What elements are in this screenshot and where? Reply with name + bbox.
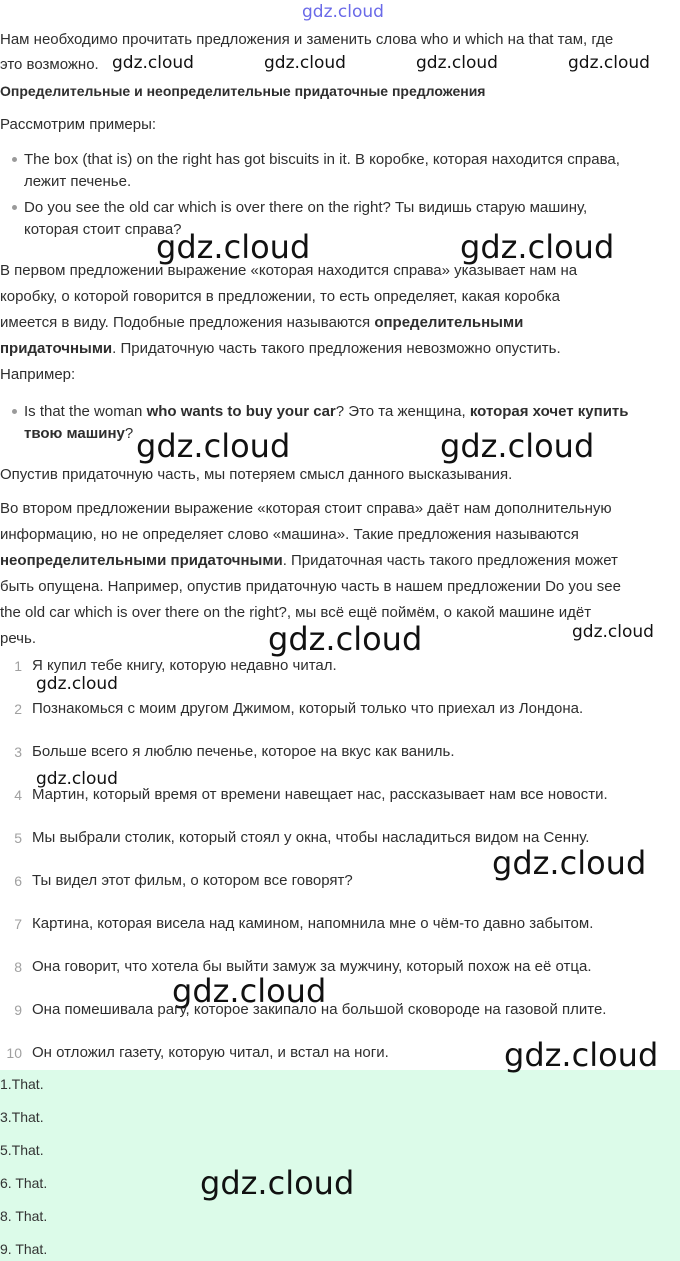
answer-line: 8. That. — [0, 1208, 48, 1224]
para1-line: придаточными. Придаточную часть такого предложения невозможно опустить. — [0, 340, 561, 357]
watermark: gdz.cloud — [572, 622, 654, 642]
watermark: gdz.cloud — [172, 972, 327, 1010]
intro-line-2: это возможно. — [0, 56, 99, 73]
list-item: Познакомься с моим другом Джимом, который только что приехал из Лондона. — [32, 700, 584, 717]
para1-line: В первом предложении выражение «которая находится справа» указывает нам на — [0, 262, 578, 279]
watermark: gdz.cloud — [136, 427, 291, 465]
item-number: 1 — [14, 658, 22, 674]
section-heading: Определительные и неопределительные придаточные предложения — [0, 83, 486, 99]
para2-line: the old car which is over there on the right?, мы всё ещё поймём, о какой машине идёт — [0, 604, 592, 621]
para1-line: коробку, о которой говорится в предложении, то есть определяет, какая коробка — [0, 288, 560, 305]
watermark: gdz.cloud — [416, 53, 498, 73]
intro-line-1: Нам необходимо прочитать предложения и заменить слова who и which на that там, где — [0, 31, 614, 48]
watermark: gdz.cloud — [264, 53, 346, 73]
watermark: gdz.cloud — [200, 1164, 355, 1202]
answer-line: 5.That. — [0, 1142, 44, 1158]
list-item: Она говорит, что хотела бы выйти замуж за мужчину, который похож на её отца. — [32, 958, 592, 975]
item-number: 4 — [14, 787, 22, 803]
list-item: Ты видел этот фильм, о котором все говорят? — [32, 872, 353, 889]
para2-line: Во втором предложении выражение «которая стоит справа» даёт нам дополнительную — [0, 500, 612, 517]
watermark: gdz.cloud — [568, 53, 650, 73]
example-bullet: Is that the woman who wants to buy your car? Это та женщина, которая хочет купить твою машину? — [24, 403, 629, 442]
answer-line: 9. That. — [0, 1241, 48, 1257]
answer-line: 1.That. — [0, 1076, 44, 1092]
bullet-item: Do you see the old car which is over there on the right? Ты видишь старую машину, которая стоит справа? — [24, 199, 588, 238]
list-item: Он отложил газету, которую читал, и встал на ноги. — [32, 1044, 389, 1061]
watermark: gdz.cloud — [156, 228, 311, 266]
item-number: 7 — [14, 916, 22, 932]
watermark: gdz.cloud — [492, 844, 647, 882]
bullet-dot-icon — [12, 157, 17, 162]
item-number: 5 — [14, 830, 22, 846]
watermark: gdz.cloud — [36, 674, 118, 694]
watermark: gdz.cloud — [112, 53, 194, 73]
item-number: 8 — [14, 959, 22, 975]
para1-line: Например: — [0, 366, 76, 383]
watermark: gdz.cloud — [460, 228, 615, 266]
para2-line: неопределительными придаточными. Придаточная часть такого предложения может — [0, 552, 618, 569]
list-item: Я купил тебе книгу, которую недавно читал. — [32, 657, 337, 674]
answer-line: 3.That. — [0, 1109, 44, 1125]
list-item: Картина, которая висела над камином, напомнила мне о чём-то давно забытом. — [32, 915, 594, 932]
list-item: Мартин, который время от времени навещает нас, рассказывает нам все новости. — [32, 786, 608, 803]
item-number: 3 — [14, 744, 22, 760]
bullet-item: The box (that is) on the right has got biscuits in it. В коробке, которая находится справа, лежит печенье. — [24, 151, 620, 190]
item-number: 9 — [14, 1002, 22, 1018]
bullet-dot-icon — [12, 205, 17, 210]
para2-line: речь. — [0, 630, 36, 647]
list-item: Она помешивала рагу, которое закипало на большой сковороде на газовой плите. — [32, 1001, 607, 1018]
watermark: gdz.cloud — [440, 427, 595, 465]
watermark: gdz.cloud — [504, 1036, 659, 1074]
item-number: 2 — [14, 701, 22, 717]
bullet-dot-icon — [12, 409, 17, 414]
para2-line: быть опущена. Например, опустив придаточную часть в нашем предложении Do you see — [0, 578, 621, 595]
para1-line: имеется в виду. Подобные предложения называются определительными — [0, 314, 524, 331]
consider-label: Рассмотрим примеры: — [0, 116, 157, 133]
para2-line: информацию, но не определяет слово «машина». Такие предложения называются — [0, 526, 579, 543]
answer-line: 6. That. — [0, 1175, 48, 1191]
watermark: gdz.cloud — [268, 620, 423, 658]
item-number: 10 — [6, 1045, 22, 1061]
header-watermark: gdz.cloud — [302, 2, 384, 22]
watermark: gdz.cloud — [36, 769, 118, 789]
list-item: Мы выбрали столик, который стоял у окна, чтобы насладиться видом на Сенну. — [32, 829, 590, 846]
item-number: 6 — [14, 873, 22, 889]
list-item: Больше всего я люблю печенье, которое на вкус как ваниль. — [32, 743, 455, 760]
omit-line: Опустив придаточную часть, мы потеряем смысл данного высказывания. — [0, 466, 513, 483]
